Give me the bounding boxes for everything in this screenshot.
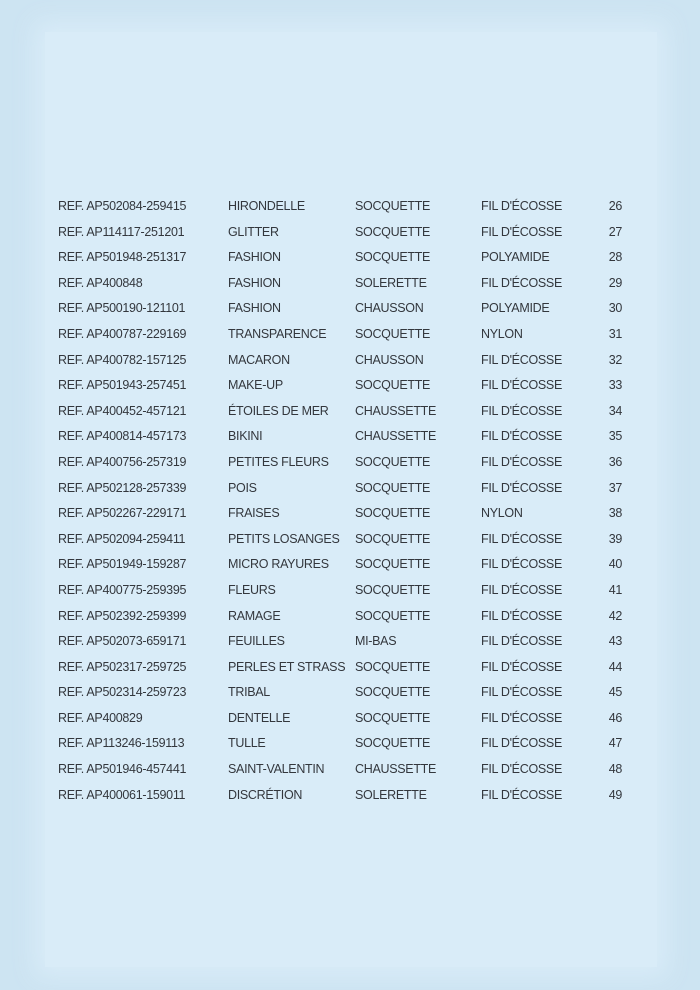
product-name: DENTELLE [228, 710, 291, 725]
page-number: 28 [608, 250, 622, 265]
table-row [58, 475, 638, 501]
product-reference: REF. AP501948-251317 [58, 250, 187, 265]
product-type: CHAUSSETTE [355, 403, 437, 418]
product-reference: REF. AP400787-229169 [58, 326, 187, 341]
product-name: TRIBAL [228, 685, 270, 700]
product-material: FIL D'ÉCOSSE [481, 659, 562, 674]
page-number: 31 [608, 326, 622, 341]
product-type: SOCQUETTE [355, 685, 431, 700]
product-material: FIL D'ÉCOSSE [481, 736, 562, 751]
product-name: PETITS LOSANGES [228, 531, 340, 546]
product-index-table [58, 193, 638, 807]
page-number: 40 [608, 557, 622, 572]
product-type: SOCQUETTE [355, 506, 431, 521]
product-name: DISCRÉTION [228, 787, 303, 802]
product-name: TRANSPARENCE [228, 326, 327, 341]
table-row [58, 244, 638, 270]
product-name: RAMAGE [228, 608, 281, 623]
page-number: 38 [608, 506, 622, 521]
product-type: CHAUSSETTE [355, 429, 437, 444]
product-material: FIL D'ÉCOSSE [481, 199, 562, 213]
table-row [58, 654, 638, 680]
table-row [58, 193, 638, 219]
table-row [58, 270, 638, 296]
product-reference: REF. AP400452-457121 [58, 403, 187, 418]
product-type: CHAUSSON [355, 301, 424, 316]
product-name: TULLE [228, 736, 266, 751]
product-name: FASHION [228, 301, 281, 316]
page-number: 37 [608, 480, 622, 495]
product-type: SOCQUETTE [355, 608, 431, 623]
product-reference: REF. AP502084-259415 [58, 199, 187, 213]
product-name: PERLES ET STRASS [228, 659, 346, 674]
table-row [58, 526, 638, 552]
product-type: SOCQUETTE [355, 454, 431, 469]
product-material: FIL D'ÉCOSSE [481, 608, 562, 623]
product-reference: REF. AP502392-259399 [58, 608, 187, 623]
table-row [58, 782, 638, 808]
product-type: SOCQUETTE [355, 378, 431, 393]
product-type: CHAUSSON [355, 352, 424, 367]
table-row [58, 603, 638, 629]
product-material: FIL D'ÉCOSSE [481, 480, 562, 495]
product-reference: REF. AP400814-457173 [58, 429, 187, 444]
product-name: HIRONDELLE [228, 199, 305, 213]
product-reference: REF. AP501943-257451 [58, 378, 187, 393]
product-name: ÉTOILES DE MER [228, 403, 329, 418]
product-reference: REF. AP400782-157125 [58, 352, 187, 367]
table-row [58, 756, 638, 782]
product-type: SOCQUETTE [355, 250, 431, 265]
product-type: SOLERETTE [355, 787, 427, 802]
table-row [58, 628, 638, 654]
table-row [58, 449, 638, 475]
product-type: SOCQUETTE [355, 224, 431, 239]
page-number: 39 [608, 531, 622, 546]
product-name: GLITTER [228, 224, 279, 239]
page-number: 44 [608, 659, 622, 674]
page-number: 32 [608, 352, 622, 367]
product-reference: REF. AP500190-121101 [58, 301, 186, 316]
product-name: MICRO RAYURES [228, 557, 329, 572]
page-number: 35 [608, 429, 622, 444]
product-reference: REF. AP400756-257319 [58, 454, 187, 469]
product-name: FASHION [228, 250, 281, 265]
table-row [58, 551, 638, 577]
product-name: FRAISES [228, 506, 280, 521]
product-material: FIL D'ÉCOSSE [481, 403, 562, 418]
product-name: MACARON [228, 352, 290, 367]
product-material: FIL D'ÉCOSSE [481, 429, 562, 444]
product-reference: REF. AP400829 [58, 710, 143, 725]
product-reference: REF. AP502267-229171 [58, 506, 187, 521]
product-type: SOCQUETTE [355, 736, 431, 751]
product-material: FIL D'ÉCOSSE [481, 378, 562, 393]
page-number: 43 [608, 634, 622, 649]
product-name: FASHION [228, 275, 281, 290]
product-material: POLYAMIDE [481, 301, 550, 316]
page-number: 26 [608, 199, 622, 213]
product-material: NYLON [481, 326, 523, 341]
product-material: FIL D'ÉCOSSE [481, 454, 562, 469]
page-number: 30 [608, 301, 622, 316]
product-name: MAKE-UP [228, 378, 283, 393]
product-type: SOCQUETTE [355, 531, 431, 546]
page-number: 36 [608, 454, 622, 469]
product-material: NYLON [481, 506, 523, 521]
product-reference: REF. AP501949-159287 [58, 557, 187, 572]
product-reference: REF. AP501946-457441 [58, 762, 187, 777]
table-row [58, 295, 638, 321]
product-type: MI-BAS [355, 634, 397, 649]
table-row [58, 679, 638, 705]
product-name: FLEURS [228, 582, 276, 597]
table-row [58, 730, 638, 756]
page-number: 33 [608, 378, 622, 393]
product-reference: REF. AP400848 [58, 275, 143, 290]
page-number: 46 [608, 710, 622, 725]
product-reference: REF. AP502128-257339 [58, 480, 187, 495]
table-row [58, 398, 638, 424]
product-type: SOCQUETTE [355, 710, 431, 725]
page-number: 27 [608, 224, 622, 239]
page-number: 41 [608, 582, 622, 597]
product-material: FIL D'ÉCOSSE [481, 582, 562, 597]
product-material: FIL D'ÉCOSSE [481, 557, 562, 572]
product-reference: REF. AP113246-159113 [58, 736, 185, 751]
table-row [58, 423, 638, 449]
product-type: SOCQUETTE [355, 582, 431, 597]
page-number: 29 [608, 275, 622, 290]
table-row [58, 577, 638, 603]
product-material: FIL D'ÉCOSSE [481, 787, 562, 802]
product-reference: REF. AP502094-259411 [58, 531, 186, 546]
product-reference: REF. AP400061-159011 [58, 787, 186, 802]
product-type: CHAUSSETTE [355, 762, 437, 777]
product-material: FIL D'ÉCOSSE [481, 762, 562, 777]
product-name: PETITES FLEURS [228, 454, 329, 469]
product-reference: REF. AP114117-251201 [58, 224, 185, 239]
table-row [58, 347, 638, 373]
product-name: BIKINI [228, 429, 263, 444]
product-reference: REF. AP400775-259395 [58, 582, 187, 597]
product-material: FIL D'ÉCOSSE [481, 275, 562, 290]
page-number: 34 [608, 403, 622, 418]
table-row [58, 219, 638, 245]
product-type: SOLERETTE [355, 275, 427, 290]
product-name: POIS [228, 480, 257, 495]
product-material: FIL D'ÉCOSSE [481, 634, 562, 649]
product-material: POLYAMIDE [481, 250, 550, 265]
table-row [58, 372, 638, 398]
product-name: SAINT-VALENTIN [228, 762, 325, 777]
product-type: SOCQUETTE [355, 659, 431, 674]
product-material: FIL D'ÉCOSSE [481, 531, 562, 546]
product-reference: REF. AP502073-659171 [58, 634, 187, 649]
product-reference: REF. AP502317-259725 [58, 659, 187, 674]
page-number: 45 [608, 685, 622, 700]
page-number: 48 [608, 762, 622, 777]
product-type: SOCQUETTE [355, 480, 431, 495]
page-number: 47 [608, 736, 622, 751]
page-number: 42 [608, 608, 622, 623]
product-material: FIL D'ÉCOSSE [481, 352, 562, 367]
table-row [58, 705, 638, 731]
table-row [58, 321, 638, 347]
product-type: SOCQUETTE [355, 326, 431, 341]
product-material: FIL D'ÉCOSSE [481, 224, 562, 239]
table-row [58, 500, 638, 526]
product-reference: REF. AP502314-259723 [58, 685, 187, 700]
product-material: FIL D'ÉCOSSE [481, 685, 562, 700]
product-type: SOCQUETTE [355, 557, 431, 572]
page-number: 49 [608, 787, 622, 802]
product-type: SOCQUETTE [355, 199, 431, 213]
product-material: FIL D'ÉCOSSE [481, 710, 562, 725]
product-name: FEUILLES [228, 634, 285, 649]
